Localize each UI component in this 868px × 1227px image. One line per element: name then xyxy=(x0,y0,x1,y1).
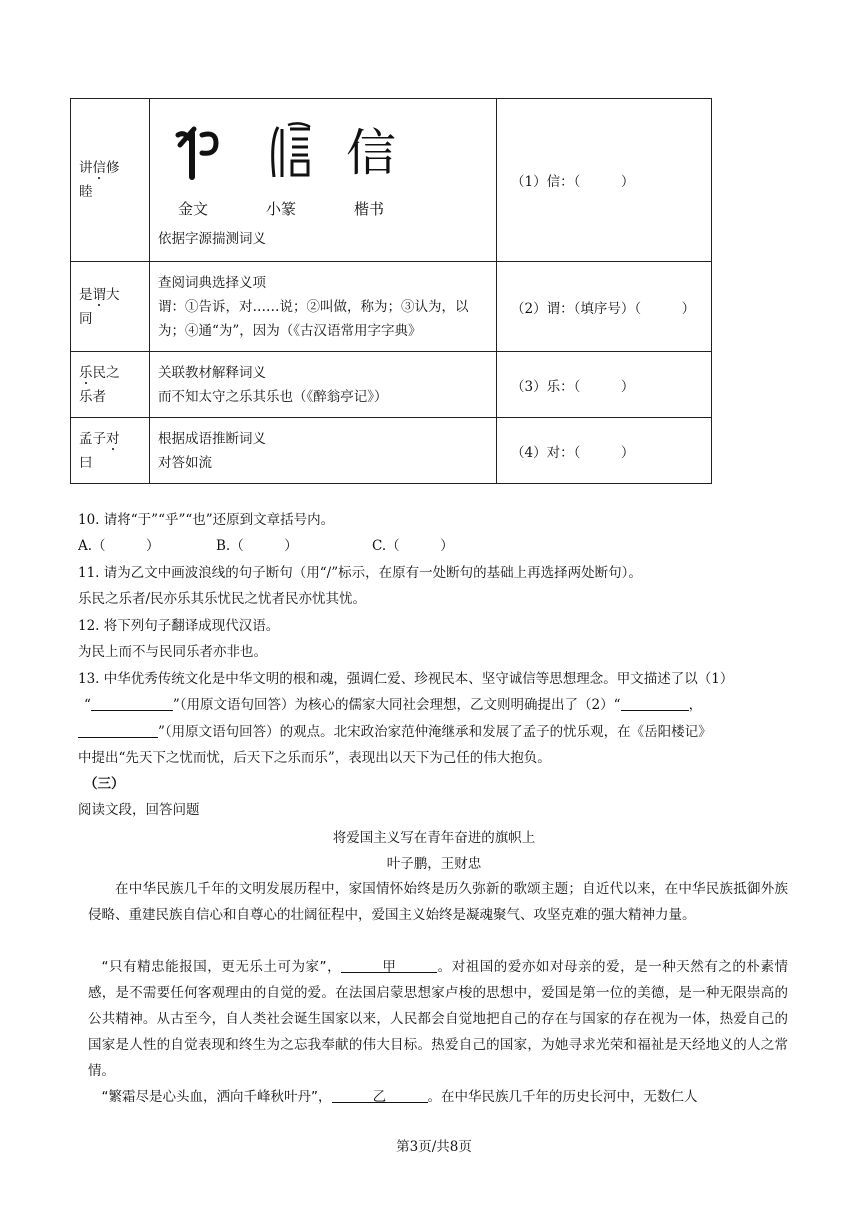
q13-text: ”（用原文语句回答）为核心的儒家大同社会理想，乙文则明确提出了（2）“ xyxy=(172,697,621,713)
phrase-cell xyxy=(71,262,150,352)
article-paragraph-3 xyxy=(88,1084,788,1110)
answer-blank[interactable] xyxy=(621,696,689,711)
phrase-text: 乐民之 乐者 xyxy=(79,364,120,405)
example-text: 对答如流 xyxy=(158,454,212,471)
blank-yi[interactable] xyxy=(332,1084,428,1103)
phrase-cell xyxy=(71,418,150,484)
vocabulary-table xyxy=(70,98,712,484)
question-12: 12. 将下列句子翻译成现代汉语。 xyxy=(78,618,280,634)
definition-text: 谓：①告诉，对……说；②叫做，称为；③认为，以为；④通“为”，因为（《古汉语常用字字典》 xyxy=(158,298,469,339)
q10-option-a: A.（ ） xyxy=(78,538,160,554)
method-cell xyxy=(150,352,497,418)
example-text: 而不知太守之乐其乐也（《醉翁亭记》） xyxy=(158,388,388,405)
table-row xyxy=(71,99,712,262)
method-cell xyxy=(150,99,497,262)
method-text: 根据成语推断词义 xyxy=(158,430,266,447)
method-cell xyxy=(150,262,497,352)
method-text: 依据字源揣测词义 xyxy=(158,231,266,247)
paragraph-text: 。对祖国的爱亦如对母亲的爱，是一种天然有之的朴素情感，是不需要任何客观理由的自觉的爱。在法国启蒙思想家卢梭的思想中，爱国是第一位的美德，是一种无限崇高的公共精神。从古至今，自人类社会诞生国家以来，人民都会自觉地把自己的存在与国家的存在视为一体，热爱自己的国家是人性的自觉表现和终生为之忘我奉献的伟大目标。热爱自己的国家，为她寻求光荣和福祉是天经地义的人之常情。 xyxy=(88,959,788,1079)
table-row xyxy=(71,418,712,484)
q11-sentence: 乐民之乐者/民亦乐其乐忧民之忧者民亦忧其忧。 xyxy=(78,591,367,607)
table-row xyxy=(71,262,712,352)
answer-cell: （4）对：（ ） xyxy=(497,418,712,484)
answer-cell: （1）信：（ ） xyxy=(497,99,712,262)
blank-jia[interactable] xyxy=(341,954,437,973)
paragraph-text: 。在中华民族几千年的历史长河中，无数仁人 xyxy=(427,1089,698,1105)
glyph-label-xiaozhuan: 小篆 xyxy=(266,200,297,218)
blank-label: 甲 xyxy=(382,959,396,975)
answer-cell: （3）乐：（ ） xyxy=(497,352,712,418)
article-title: 将爱国主义写在青年奋进的旗帜上 xyxy=(332,830,536,846)
phrase-text: 讲信修 睦 xyxy=(79,160,120,200)
blank-label: 乙 xyxy=(372,1089,387,1105)
question-11: 11. 请为乙文中画波浪线的句子断句（用“/”标示，在原有一处断句的基础上再选择两处断句）。 xyxy=(78,565,642,581)
answer-cell: （2）谓：（填序号）（ ） xyxy=(497,262,712,352)
page-footer: 第3页/共8页 xyxy=(396,1139,472,1155)
kaishu-glyph: 信 xyxy=(346,124,396,182)
question-10: 10. 请将“于”“乎”“也”还原到文章括号内。 xyxy=(78,512,335,528)
article-paragraph-1: 在中华民族几千年的文明发展历程中，家国情怀始终是历久弥新的歌颂主题；自近代以来，在中华民族抵御外族侵略、重建民族自信心和自尊心的壮阔征程中，爱国主义始终是凝魂聚气、攻坚克难的强大精神力量。 xyxy=(88,881,788,923)
q13-line-2 xyxy=(84,695,702,715)
q13-comma: ， xyxy=(688,697,703,713)
question-13: 13. 中华优秀传统文化是中华文明的根和魂，强调仁爱、珍视民本、坚守诚信等思想理念。甲文描述了以（1） xyxy=(78,671,734,687)
method-text: 关联教材解释词义 xyxy=(158,364,266,381)
glyph-label-jinwen: 金文 xyxy=(178,200,209,218)
method-text: 查阅词典选择义项 xyxy=(158,274,266,291)
paragraph-text: “繁霜尽是心头血，洒向千峰秋叶丹”， xyxy=(101,1089,332,1105)
method-cell xyxy=(150,418,497,484)
glyph-label-kaishu: 楷书 xyxy=(354,200,385,218)
section-instruction: 阅读文段，回答问题 xyxy=(78,802,200,818)
q13-line-4: 中提出“先天下之忧而忧，后天下之乐而乐”，表现出以天下为己任的伟大抱负。 xyxy=(78,750,551,766)
section-label: （三） xyxy=(84,776,125,792)
paragraph-text: “只有精忠能报国，更无乐土可为家”， xyxy=(101,959,342,975)
article-authors: 叶子鹏，王财忠 xyxy=(386,856,482,872)
q13-quote-open: “ xyxy=(84,697,91,713)
table-row xyxy=(71,352,712,418)
phrase-text: 孟子对 曰 xyxy=(79,430,120,471)
answer-blank[interactable] xyxy=(91,696,173,711)
q10-option-b: B.（ ） xyxy=(216,538,298,554)
answer-blank[interactable] xyxy=(78,723,158,738)
article-paragraph-2 xyxy=(88,954,788,1084)
phrase-cell xyxy=(71,99,150,262)
xiaozhuan-glyph-icon xyxy=(266,121,316,183)
jinwen-glyph-icon xyxy=(172,121,222,183)
q13-line-3 xyxy=(78,722,712,742)
q12-sentence: 为民上而不与民同乐者亦非也。 xyxy=(78,644,267,660)
phrase-cell xyxy=(71,352,150,418)
glyph-comparison xyxy=(158,121,488,247)
phrase-text: 是谓大 同 xyxy=(79,286,120,327)
q10-option-c: C.（ ） xyxy=(372,538,454,554)
q13-text: ”（用原文语句回答）的观点。北宋政治家范仲淹继承和发展了孟子的忧乐观，在《岳阳楼记》 xyxy=(158,724,712,740)
